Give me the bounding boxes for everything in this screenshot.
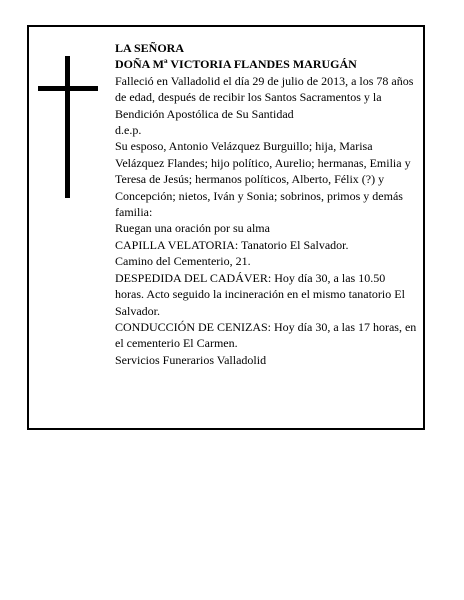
chapel-location: CAPILLA VELATORIA: Tanatorio El Salvador.: [115, 237, 349, 252]
prayer-request: Ruegan una oración por su alma: [115, 221, 270, 236]
chapel-address: Camino del Cementerio, 21.: [115, 254, 251, 269]
cross-vertical-bar: [65, 56, 70, 198]
cross-horizontal-bar: [38, 86, 98, 91]
rip-abbreviation: d.e.p.: [115, 123, 142, 138]
ashes-details: CONDUCCIÓN DE CENIZAS: Hoy día 30, a las 17 horas, en el cementerio El Carmen.: [115, 319, 417, 351]
farewell-details: DESPEDIDA DEL CADÁVER: Hoy día 30, a las 10.50 horas. Acto seguido la incineración en el mismo tanatorio El Salvador.: [115, 270, 405, 318]
family-list: Su esposo, Antonio Velázquez Burguillo; hija, Marisa Velázquez Flandes; hijo político, Aurelio; hermanas, Emilia y Teresa de Jesús; hermanos políticos, Alberto, Félix (?) y Concepción; nietos, Iván y Sonia; sobrinos, primos y demás familia:: [115, 139, 411, 220]
notice-heading: LA SEÑORA: [115, 41, 185, 55]
cross-icon: [38, 56, 98, 198]
funeral-services-name: Servicios Funerarios Valladolid: [115, 352, 267, 367]
deceased-name: DOÑA Mª VICTORIA FLANDES MARUGÁN: [115, 57, 357, 72]
obituary-text: [115, 40, 417, 368]
death-announcement: Falleció en Valladolid el día 29 de julio de 2013, a los 78 años de edad, después de recibir los Santos Sacramentos y la Bendición Apostólica de Su Santidad: [115, 73, 414, 121]
